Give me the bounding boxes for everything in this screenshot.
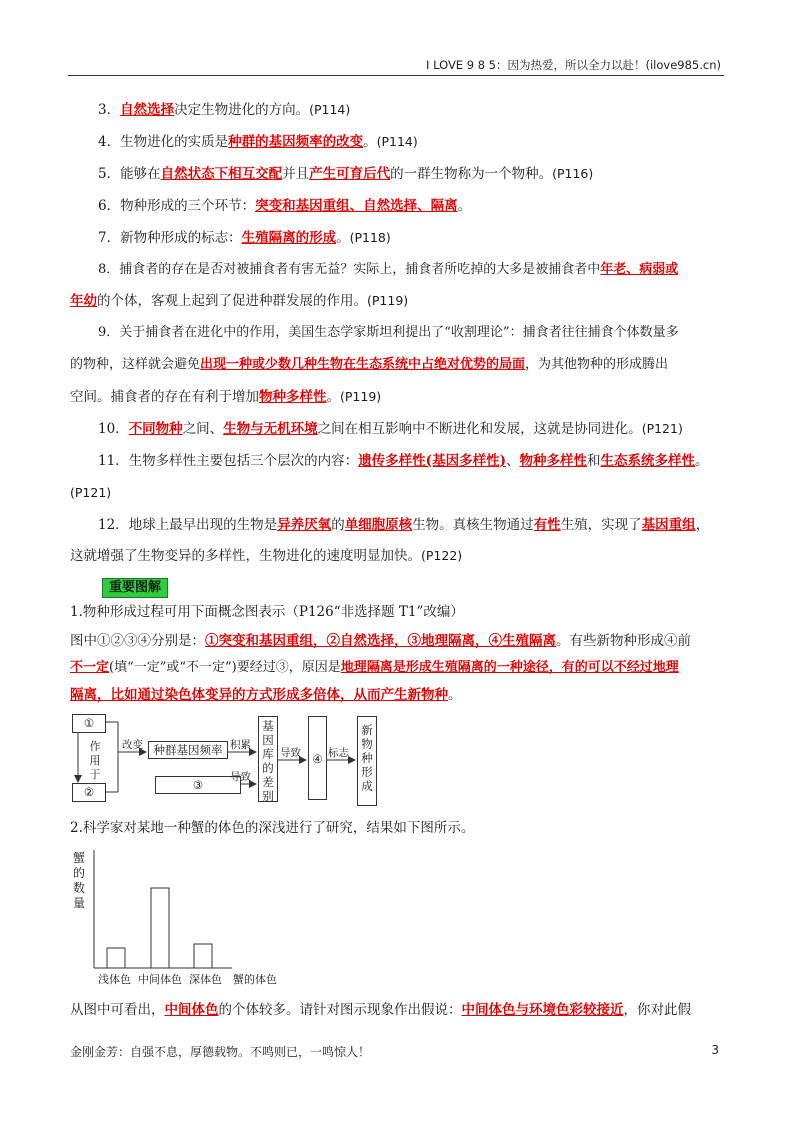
question-2-title: 2.科学家对某地一种蟹的体色的深浅进行了研究，结果如下图所示。 [70, 820, 475, 836]
list-item: 4．生物进化的实质是种群的基因频率的改变。(P114) [98, 134, 418, 150]
bar-深体色 [194, 944, 212, 968]
diagram-box-gene-freq: 种群基因频率 [148, 741, 228, 759]
diagram-box-4: ④ [308, 716, 327, 800]
chart-x-tick: 深体色 [189, 973, 222, 986]
label-mark: 标志 [328, 747, 349, 759]
label-change: 改变 [122, 739, 143, 751]
question-1-line: 隔离，比如通过染色体变异的方式形成多倍体，从而产生新物种。 [70, 687, 462, 703]
header-divider [68, 75, 724, 76]
label-accumulate: 积累 [230, 739, 251, 751]
label-lead-1: 导致 [230, 771, 251, 783]
footer-motto: 金刚金芳：自强不息，厚德载物。不鸣则已，一鸣惊人！ [70, 1045, 371, 1059]
label-act-on: 作用于 [89, 740, 101, 781]
list-item: 8．捕食者的存在是否对被捕食者有害无益？实际上，捕食者所吃掉的大多是被捕食者中年老、病弱或 [98, 262, 679, 277]
diagram-box-1: ① [72, 714, 106, 733]
list-item: 6．物种形成的三个环节：突变和基因重组、自然选择、隔离。 [98, 198, 472, 214]
question-1-title: 1.物种形成过程可用下面概念图表示（P126“非选择题 T1”改编） [70, 604, 464, 620]
list-item: 9．关于捕食者在进化中的作用，美国生态学家斯坦利提出了“收割理论”：捕食者往往捕食个体数量多 [98, 325, 679, 340]
question-1-line: 不一定(填“一定”或“不一定”)要经过③，原因是地理隔离是形成生殖隔离的一种途径，有的可以不经过地理 [70, 660, 679, 675]
question-1-line: 图中①②③④分别是：①突变和基因重组，②自然选择，③地理隔离，④生殖隔离。有些新物种形成④前 [70, 633, 691, 649]
list-item-cont: 这就增强了生物变异的多样性，生物进化的速度明显加快。(P122) [70, 548, 463, 564]
diagram-box-new-species: 新物种形成 [357, 716, 377, 806]
diagram-box-2: ② [72, 783, 106, 802]
page-number: 3 [711, 1043, 719, 1057]
list-item: 12．地球上最早出现的生物是异养厌氧的单细胞原核生物。真核生物通过有性生殖，实现了基因重组， [98, 517, 710, 533]
list-item-cont: 的物种，这样就会避免出现一种或少数几种生物在生态系统中占绝对优势的局面，为其他物种的形成腾出 [70, 357, 669, 372]
diagram-box-gene-pool: 基因库的差别 [258, 716, 278, 802]
list-item: 7．新物种形成的标志：生殖隔离的形成。(P118) [98, 230, 391, 246]
question-2-line: 从图中可看出，中间体色的个体较多。请针对图示现象作出假说：中间体色与环境色彩较接近，你对此假 [70, 1002, 691, 1018]
list-item: 3．自然选择决定生物进化的方向。(P114) [98, 102, 351, 118]
list-item-cont: 空间。捕食者的存在有利于增加物种多样性。(P119) [70, 389, 382, 405]
chart-x-label: 蟹的体色 [233, 973, 277, 986]
list-item: 11．生物多样性主要包括三个层次的内容：遗传多样性(基因多样性)、物种多样性和生态系统多样性。 [98, 453, 709, 469]
list-item: 5．能够在自然状态下相互交配并且产生可育后代的一群生物称为一个物种。(P116) [98, 166, 594, 182]
label-lead-2: 导致 [280, 747, 301, 759]
bar-中间体色 [151, 888, 169, 968]
diagram-box-3: ③ [155, 776, 241, 794]
page-header: I LOVE 9 8 5：因为热爱，所以全力以赴！(ilove985.cn) [426, 58, 721, 72]
list-item: 10．不同物种之间、生物与无机环境之间在相互影响中不断进化和发展，这就是协同进化。(P121) [98, 421, 683, 437]
chart-x-tick: 中间体色 [138, 973, 182, 986]
chart-y-label: 蟹的数量 [72, 851, 85, 910]
section-badge: 重要图解 [102, 578, 168, 598]
list-item-cont: (P121) [70, 485, 112, 500]
bar-浅体色 [107, 948, 125, 968]
chart-x-tick: 浅体色 [98, 973, 131, 986]
list-item-cont: 年幼的个体，客观上起到了促进种群发展的作用。(P119) [70, 293, 409, 309]
